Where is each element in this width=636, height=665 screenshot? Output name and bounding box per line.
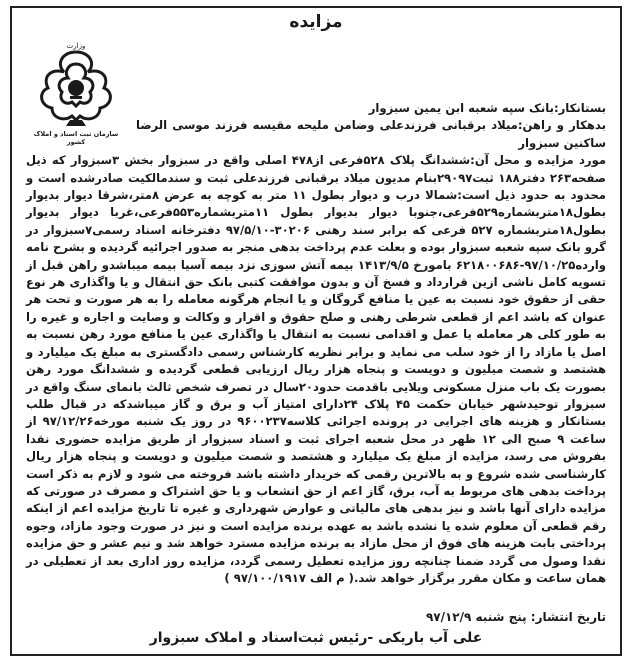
- emblem-icon: [30, 42, 122, 128]
- publish-date: تاریخ انتشار: پنج شنبه ۹۷/۱۲/۹: [425, 610, 606, 624]
- logo-brand-text: وزارت: [66, 42, 86, 50]
- debtor-line: بدهکار و راهن:میلاد برقبانی فرزندعلی وضامن ملیحه مقیسه فرزند موسی الرضا ساکنین سبزوار: [136, 118, 606, 150]
- auction-details: مورد مزایده و محل آن:ششدانگ پلاک ۵۲۸فرعی از۴۷۸ اصلی واقع در سبزوار بخش ۳سبزوار که ذیل صفحه۲۶۳ دفتر۱۸۸ ثبت۲۹۰۹۷بنام مدیون میلاد برقبانی فرزندعلی ثبت و سندمالکیت صادرشده است و محدود به حدود ذیل است:شمالا درب و دیوار بطول ۱۱ متر به کوچه به عرض ۸متر،شرقا دیوار بدیوار بطول۱۸متربشماره۵۲۹فرعی،جنوبا دیوار بدیوار بطول ۱۱متربشماره۵۵۳فرعی،غربا دیوار بدیوار بطول۱۸متربشماره ۵۲۷ فرعی که برابر سند رهنی ۳۰۲۰۶-۹۷/۵/۱۰ دفترخانه اسناد رسمی۷سبزوار در گرو بانک سپه شعبه سبزوار بوده و بعلت عدم پرداخت بدهی منجر به صدور اجرائیه گردیده و بشرح نامه وارده۹۷/۱۰/۲۵-۶۲۱۸۰۰۶۸۶ بامورخ ۱۴۱۳/۹/۵ بیمه آتش سوزی نزد بیمه آسیا بیمه میباشدو راهن قبل از تسویه کامل ناشی ازین قرارداد و فسخ آن و بدون موافقت کتبی بانک حق انتقال و یا واگذاری هر نوع حقی از حقوق خود نسبت به عین یا منافع گروگان و یا انجام هرگونه معامله را به هر صورت و تحت هر عنوان که باشد اعم از قطعی شرطی رهنی و صلح حقوق و اقرار و وکالت و وصایت و اجاره و غیره را به طور کلی هر معامله یا عمل و اقدامی نسبت به انتقال یا واگذاری عین یا منافع مورد رهن نسبت به اصل یا مازاد را از خود سلب می نماید و برابر نظریه کارشناس رسمی دادگستری به مبلغ یک میلیارد و هشتصد و شصت میلیون و دویست و پنجاه هزار ریال ارزیابی قطعی گردیده و ششدانگ مورد رهن بصورت یک باب منزل مسکونی ویلایی باقدمت حدود۲۰سال در تصرف شخص ثالث بانمای سنگ واقع در سبزوار توحیدشهر خیابان حکمت ۴۵ پلاک ۲۴دارای امتیاز آب و برق و گاز میباشدکه در قبال طلب بستانکار و هزینه های اجرایی در پرونده اجرائی کلاسه۹۶۰۰۲۳۷ در روز یک شنبه مورخه۹۷/۱۲/۲۶ از ساعت ۹ صبح الی ۱۲ ظهر در محل شعبه اجرای ثبت و اسناد سبزوار از طریق مزایده حضوری نقدا بفروش می رسد، مزایده از مبلغ یک میلیارد و هشتصد و شصت میلیون و دویست و پنجاه هزار ریال کارشناسی شده شروع و به بالاترین رقمی که خریدار داشته باشد فروخته می شود و لازم به ذکر است پرداخت بدهی های مربوط به آب، برق، گاز اعم از حق انشعاب و یا حق اشتراک و مصرف در صورتی که مزایده دارای آنها باشد و نیز بدهی های مالیاتی و عوارض شهرداری و غیره تا تاریخ مزایده اعم از اینکه رقم قطعی آن معلوم شده یا نشده باشد به عهده برنده مزایده است و نیز در صورت وجود مازاد، وجوه پرداختی بابت هزینه های فوق از محل مازاد به برنده مزایده مسترد خواهد شد و نیم عشر و حق مزایده نقدا وصول می گردد ضمنا چنانچه روز مزایده تعطیل رسمی گردد، مزایده روز اداری بعد از تعطیلی در همان ساعت و مکان مقرر برگزار خواهد شد.( م الف ۹۷/۱۰۰/۱۹۱۷ ): [26, 153, 607, 585]
- registration-organization-logo: [30, 42, 122, 146]
- signature: علی آب باریکی -رئیس ثبت‌اسناد و املاک سبزوار: [149, 630, 483, 646]
- notice-body: [12, 100, 620, 587]
- creditor-line: بستانکار:بانک سپه شعبه ابن یمین سبزوار: [368, 101, 606, 115]
- notice-title: مزایده: [289, 12, 343, 32]
- logo-caption: سازمان ثبت اسناد و املاک کشور: [33, 130, 119, 146]
- auction-notice: [10, 6, 622, 656]
